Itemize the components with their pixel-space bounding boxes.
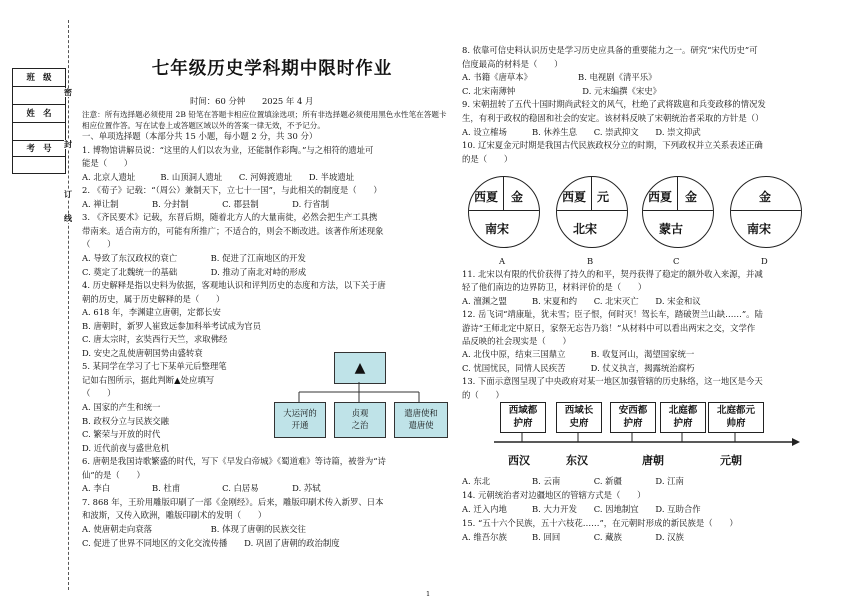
- name-label: 姓 名: [13, 105, 65, 123]
- text-line: 4. 历史解释是指以史料为依据，客观地认识和评判历史的态度和方法，以下关于唐: [82, 280, 386, 291]
- text-line: A. 618 年，李渊建立唐朝，定都长安: [82, 307, 221, 318]
- text-line: 品反映的社会现实是（ ）: [462, 336, 571, 346]
- text-line: 仙”的是（ ）: [82, 469, 145, 480]
- pie-d-caption: D: [761, 256, 768, 266]
- text-line: A. 北伐中原，结束三国鼎立 B. 收复河山，渴望国家统一: [462, 349, 695, 360]
- pie-b-bottom: 北宋: [573, 222, 598, 236]
- pie-option-d: [730, 176, 802, 248]
- pie-c-top-right: 金: [685, 190, 698, 204]
- exam-notice: 注意：所有选择题必须使用 2B 铅笔在答题卡相应位置填涂选项；所有非选择题必须使用黑色水性笔在答题卡相应位置作答。写在试卷上或答题区域以外的答案一律无效，不予记分。: [82, 110, 447, 130]
- text-line: 8. 依靠可信史料认识历史是学习历史应具备的重要能力之一。研究“宋代历史”可: [462, 45, 758, 55]
- text-line: （ ）: [82, 239, 116, 250]
- timeline-box-3-line1: 安西都: [618, 405, 648, 416]
- text-line: 12. 岳飞词“靖康耻，犹未雪；臣子恨，何时灭！驾长车，踏破贺兰山缺……”。陆: [462, 309, 763, 320]
- text-line: 轻了他们南边的边界防卫，材料评价的是（ ）: [462, 282, 647, 293]
- pie-b-caption: B: [587, 256, 594, 266]
- text-line: D. 近代前夜与盛世危机: [82, 442, 170, 453]
- text-line: C. 北宋南薄钟 D. 元末编撰《宋史》: [462, 85, 662, 96]
- text-line: 11. 北宋以有限的代价获得了持久的和平，契丹获得了稳定的额外收入来源，并减: [462, 269, 763, 279]
- page-number: 1: [426, 590, 431, 598]
- text-line: 的是（ ）: [462, 153, 513, 164]
- q5-diagram: [270, 352, 452, 442]
- text-line: A. 东北 B. 云南 C. 新疆 D. 江南: [462, 476, 684, 486]
- pie-a-caption: A: [499, 256, 506, 266]
- text-line: 14. 元朝统治者对边疆地区的管辖方式是（ ）: [462, 490, 646, 500]
- diagram-center-box: ▲: [334, 352, 386, 384]
- timeline-year-1: 西汉: [508, 454, 530, 467]
- pie-c-top-left: 西夏: [648, 190, 673, 204]
- pie-c-caption: C: [673, 256, 680, 266]
- seal-mark-2: 封: [64, 139, 72, 149]
- pie-d-bottom: 南宋: [747, 222, 772, 236]
- text-line: A. 澶渊之盟 B. 宋夏和约 C. 北宋灭亡 D. 宋金和议: [462, 295, 701, 306]
- diagram-box-1-line1: 大运河的: [283, 408, 317, 418]
- seal-mark-1: 密: [64, 87, 72, 97]
- pie-c-bottom: 蒙古: [659, 222, 684, 236]
- exam-meta: 时间：60 分钟 2025 年 4 月: [190, 96, 314, 106]
- text-line: 9. 宋朝扭转了五代十国时期尚武轻文的风气，杜绝了武将跋扈和兵变政移的情况发: [462, 99, 766, 110]
- timeline-box-1-line1: 西域都: [508, 405, 538, 416]
- seal-line: [68, 20, 69, 590]
- text-line: 2. 《荀子》记载：“（周公）兼制天下，立七十一国”，与此相关的制度是（ ）: [82, 185, 382, 196]
- text-line: C. 奠定了北魏统一的基础 D. 推动了南北对峙的形成: [82, 266, 307, 277]
- pie-option-b: [556, 176, 628, 248]
- text-line: A. 李白 B. 杜甫 C. 白居易 D. 苏轼: [82, 483, 321, 494]
- timeline-box-1-line2: 护府: [513, 418, 533, 429]
- q10-pie-options: [468, 176, 848, 276]
- text-line: 能是（ ）: [82, 158, 133, 169]
- text-line: 生，有利于政权的稳固和社会的安定。该材料反映了宋朝统治者采取的方针是（）: [462, 113, 764, 123]
- timeline-box-2-line2: 史府: [569, 418, 589, 429]
- diagram-box-1-line2: 开通: [291, 420, 309, 430]
- pie-a-top-left: 西夏: [474, 190, 499, 204]
- diagram-box-3-line1: 遣唐使和: [404, 408, 438, 418]
- class-label: 班 级: [13, 69, 65, 87]
- q13-timeline: [470, 402, 820, 472]
- text-line: 带南来。适合南方的，可能有所推广；不适合的，则会不断改进。该著作所述现象: [82, 225, 384, 236]
- text-line: 7. 868 年，王玠用雕版印刷了一部《金刚经》。后来，雕版印刷术传入新罗、日本: [82, 496, 384, 507]
- text-line: A. 北京人遗址 B. 山顶洞人遗址 C. 河姆渡遗址 D. 半坡遗址: [82, 171, 355, 182]
- text-line: D. 安史之乱使唐朝国势由盛转衰: [82, 347, 203, 358]
- text-line: A. 维吾尔族 B. 回回 C. 藏族 D. 汉族: [462, 532, 684, 542]
- text-line: 10. 辽宋夏金元时期是我国古代民族政权分立的时期，下列政权并立关系表述正确: [462, 140, 763, 151]
- page-title: 七年级历史学科期中限时作业: [151, 59, 393, 79]
- text-line: 和波斯，又传入欧洲，雕版印刷术的发明（ ）: [82, 510, 267, 521]
- text-line: 6. 唐朝是我国诗歌繁盛的时代，写下《早发白帝城》《蜀道难》等诗篇，被誉为“诗: [82, 456, 386, 467]
- pie-b-top-left: 西夏: [562, 190, 587, 204]
- text-line: A. 禅让制 B. 分封制 C. 郡县制 D. 行省制: [82, 198, 330, 209]
- timeline-box-5-line2: 帅府: [726, 418, 746, 429]
- text-line: 5. 某同学在学习了七下某单元后整理笔: [82, 361, 227, 372]
- text-line: C. 繁荣与开放的时代: [82, 429, 161, 440]
- text-line: B. 唐朝时，新罗人崔致远参加科举考试成为官员: [82, 320, 261, 331]
- text-line: C. 唐太宗时，玄奘西行天竺，求取佛经: [82, 334, 228, 345]
- text-line: A. 设立榷场 B. 休养生息 C. 崇武抑文 D. 崇文抑武: [462, 126, 701, 137]
- text-line: （ ）: [82, 388, 116, 399]
- text-line: 记如右图所示，据此判断▲处应填写: [82, 374, 215, 385]
- text-line: 3. 《齐民要术》记载，东晋后期，随着北方人的大量南徙，必然会把生产工具携: [82, 212, 378, 223]
- timeline-box-4-line1: 北庭都: [668, 405, 698, 416]
- text-line: C. 忧国忧民，同情人民疾苦 D. 仗义执言，揭露统治腐朽: [462, 362, 695, 373]
- name-field: [13, 123, 65, 141]
- text-line: 信度最高的材料是（ ）: [462, 58, 563, 69]
- pie-d-top: 金: [759, 190, 772, 204]
- pie-option-a: [468, 176, 540, 248]
- pie-b-top-right: 元: [597, 190, 610, 204]
- diagram-box-1: [274, 402, 326, 438]
- exam-number-label: 考 号: [13, 141, 65, 157]
- text-line: B. 政权分立与民族交融: [82, 415, 169, 426]
- text-line: C. 促进了世界不同地区的文化交流传播 D. 巩固了唐朝的政治制度: [82, 537, 340, 548]
- diagram-box-2-line2: 之治: [351, 420, 369, 430]
- exam-number-field: [13, 157, 65, 172]
- timeline-year-3: 唐朝: [642, 454, 664, 467]
- text-line: A. 导致了东汉政权的衰亡 B. 促进了江南地区的开发: [82, 252, 306, 263]
- timeline-box-2-line1: 西域长: [564, 405, 594, 416]
- text-line: A. 书籍《唐草本》 B. 电视剧《清平乐》: [462, 72, 657, 83]
- diagram-box-2-line1: 贞观: [351, 408, 369, 418]
- text-line: 朝的历史，属于历史解释的是（ ）: [82, 293, 225, 304]
- pie-option-c: [642, 176, 714, 248]
- text-line: 一、单项选择题（本部分共 15 小题，每小题 2 分，共 30 分）: [82, 131, 318, 141]
- timeline-year-4: 元朝: [720, 454, 742, 467]
- diagram-box-3: [394, 402, 448, 438]
- text-line: 1. 博物馆讲解员说：“这里的人们以农为业，还能制作彩陶。”与之相符的遗址可: [82, 144, 374, 155]
- timeline-year-2: 东汉: [566, 454, 588, 467]
- text-line: 15. “五十六个民族，五十六枝花……”，在元朝时形成的新民族是（ ）: [462, 518, 738, 528]
- diagram-box-3-line2: 遣唐使: [408, 420, 434, 430]
- diagram-box-2: [334, 402, 386, 438]
- class-field: [13, 87, 65, 105]
- pie-a-bottom: 南宋: [485, 222, 510, 236]
- left-column: [82, 130, 454, 550]
- timeline-box-4-line2: 护府: [673, 418, 693, 429]
- text-line: 游诗“王师北定中原日，家祭无忘告乃翁！”从材料中可以看出两宋之交，文学作: [462, 322, 756, 333]
- text-line: 13. 下面示意图呈现了中央政府对某一地区加强管辖的历史脉络，这一地区是今天: [462, 376, 763, 387]
- text-line: A. 迁入内地 B. 大力开发 C. 因地制宜 D. 互助合作: [462, 504, 701, 514]
- seal-mark-3: 订: [64, 189, 72, 199]
- text-line: A. 国家的产生和统一: [82, 402, 161, 412]
- pie-a-top-right: 金: [511, 190, 524, 204]
- seal-mark-4: 线: [64, 213, 72, 223]
- timeline-box-5-line1: 北庭都元: [716, 405, 755, 416]
- binding-info-box: [12, 68, 66, 174]
- text-line: 的（ ）: [462, 389, 504, 400]
- timeline-box-3-line2: 护府: [623, 418, 643, 429]
- text-line: A. 使唐朝走向衰落 B. 体现了唐朝的民族交往: [82, 523, 306, 534]
